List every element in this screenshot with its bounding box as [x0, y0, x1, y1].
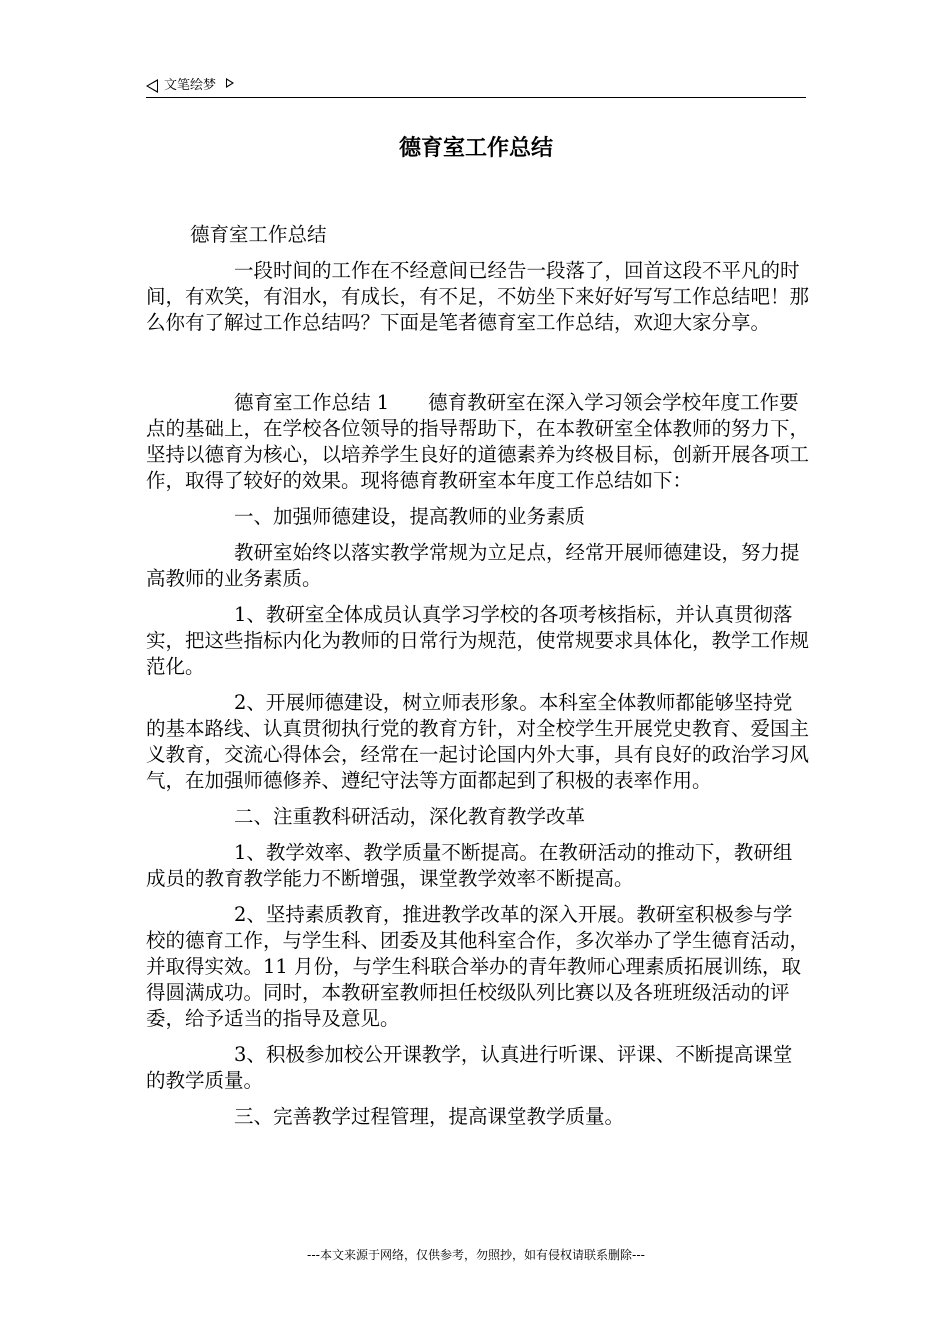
left-triangle-icon	[146, 79, 158, 93]
document-subtitle: 德育室工作总结	[190, 223, 327, 246]
paragraph: 1、教研室全体成员认真学习学校的各项考核指标，并认真贯彻落实，把这些指标内化为教师的日常行为规范，使常规要求具体化，教学工作规范化。	[146, 603, 810, 678]
paragraph-summary-1: 德育室工作总结 1 德育教研室在深入学习领会学校年度工作要点的基础上，在学校各位领导的指导帮助下，在本教研室全体教师的努力下，坚持以德育为核心，以培养学生良好的道德素养为终极目标，创新开展各项工作，取得了较好的效果。现将德育教研室本年度工作总结如下：	[146, 391, 810, 492]
header-divider	[146, 97, 806, 98]
document-body	[146, 222, 811, 1140]
paragraph: 教研室始终以落实教学常规为立足点，经常开展师德建设，努力提高教师的业务素质。	[146, 541, 800, 590]
right-triangle-icon	[226, 78, 234, 88]
section-heading-1: 一、加强师德建设，提高教师的业务素质	[234, 505, 586, 528]
paragraph: 2、坚持素质教育，推进教学改革的深入开展。教研室积极参与学校的德育工作，与学生科、团委及其他科室合作，多次举办了学生德育活动，并取得实效。11 月份，与学生科联合举办的青年教师心理素质拓展训练，取得圆满成功。同时，本教研室教师担任校级队列比赛以及各班班级活动的评委，给予适当的指导及意见。	[146, 903, 810, 1030]
section-heading-2: 二、注重教科研活动，深化教育教学改革	[234, 805, 586, 828]
section-heading-3: 三、完善教学过程管理，提高课堂教学质量。	[234, 1105, 625, 1128]
paragraph: 3、积极参加校公开课教学，认真进行听课、评课、不断提高课堂的教学质量。	[146, 1043, 793, 1092]
document-title: 德育室工作总结	[398, 136, 553, 161]
header-brand: 文笔绘梦	[164, 78, 217, 93]
footer-notice: ---本文来源于网络，仅供参考，勿照抄，如有侵权请联系删除---	[307, 1248, 645, 1262]
paragraph: 2、开展师德建设，树立师表形象。本科室全体教师都能够坚持党的基本路线、认真贯彻执行党的教育方针，对全校学生开展党史教育、爱国主义教育，交流心得体会，经常在一起讨论国内外大事，具有良好的政治学习风气，在加强师德修养、遵纪守法等方面都起到了积极的表率作用。	[146, 691, 810, 792]
page-header	[146, 76, 806, 96]
paragraph-intro: 一段时间的工作在不经意间已经告一段落了，回首这段不平凡的时间，有欢笑，有泪水，有成长，有不足，不妨坐下来好好写写工作总结吧！那么你有了解过工作总结吗？下面是笔者德育室工作总结，欢迎大家分享。	[146, 259, 810, 334]
paragraph: 1、教学效率、教学质量不断提高。在教研活动的推动下，教研组成员的教育教学能力不断增强，课堂教学效率不断提高。	[146, 841, 793, 890]
